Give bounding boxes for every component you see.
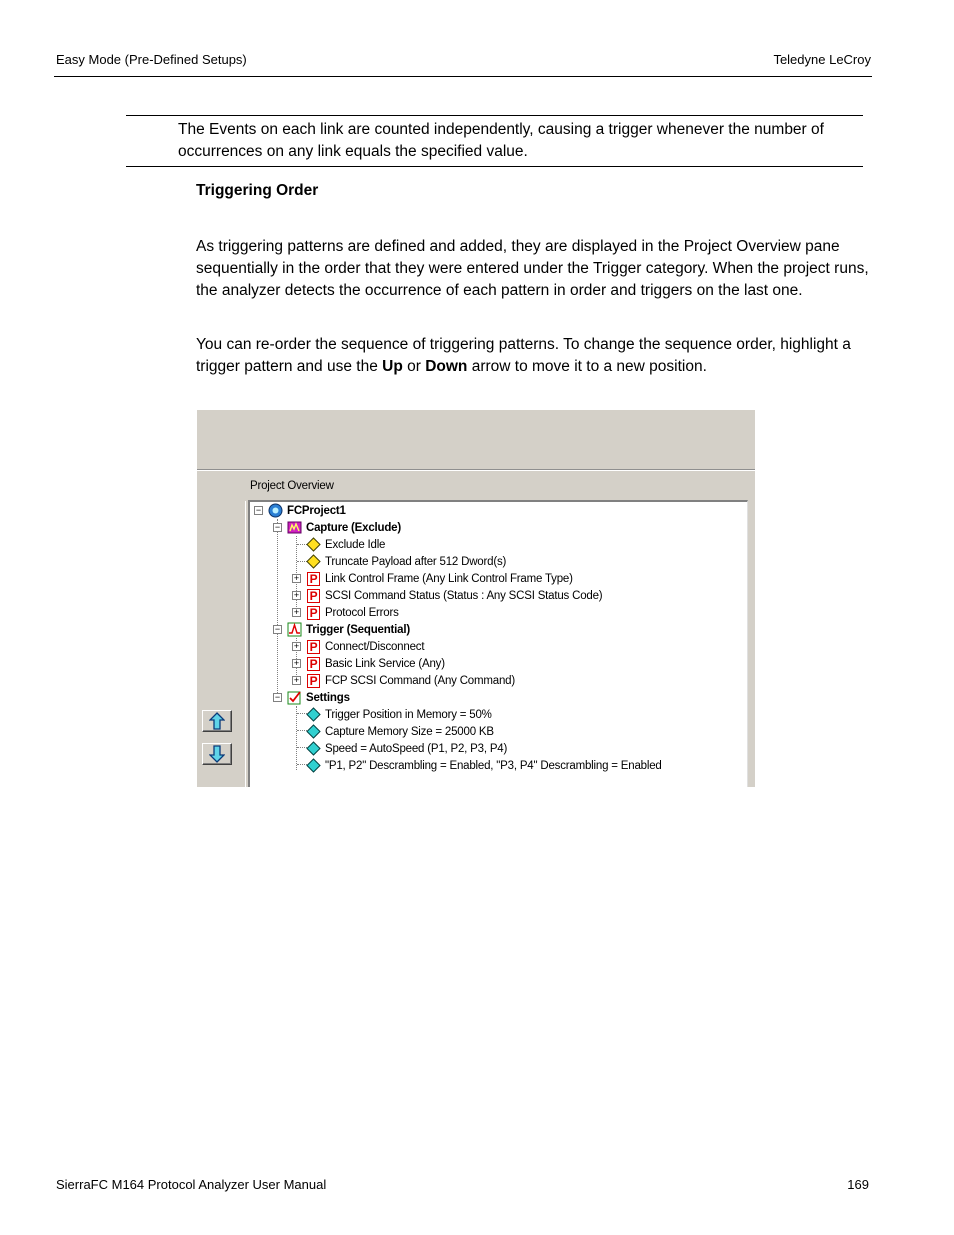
paragraph-2 (196, 334, 876, 378)
tree-node-label: Connect/Disconnect (325, 640, 425, 653)
paragraph-1: As triggering patterns are defined and added, they are displayed in the Project Overview pane sequentially in the order that they were entered under the Trigger category. When the project runs, the analyzer detects the occurrence of each pattern in order and triggers on the last one. (196, 238, 869, 299)
paragraph-2-text: arrow to move it to a new position. (467, 357, 707, 375)
expand-toggle[interactable]: + (293, 573, 300, 583)
tree-line (277, 519, 278, 695)
toolbar-area (197, 410, 755, 470)
tree-node-link-control-frame[interactable] (306, 570, 573, 587)
tree-node-label: Link Control Frame (Any Link Control Frame Type) (325, 572, 573, 585)
cyan-diamond-icon (306, 724, 321, 739)
tree-node-label: Trigger (Sequential) (306, 623, 410, 636)
capture-icon (287, 520, 302, 535)
expand-toggle[interactable]: + (293, 641, 300, 651)
tree-line (296, 706, 297, 770)
pattern-p-icon: P (306, 656, 321, 671)
tree-node-label: SCSI Command Status (Status : Any SCSI Status Code) (325, 589, 603, 602)
arrow-down-icon (209, 745, 225, 763)
header-rule (54, 76, 872, 77)
expand-toggle[interactable]: + (293, 675, 300, 685)
tree-node-trigger[interactable] (287, 621, 410, 638)
tree-node-trigger-position[interactable] (306, 706, 492, 723)
pattern-p-icon: P (306, 673, 321, 688)
pattern-p-icon: P (306, 588, 321, 603)
tree-node-label: FCP SCSI Command (Any Command) (325, 674, 515, 687)
tree-node-label: Protocol Errors (325, 606, 399, 619)
running-header-title: Easy Mode (Pre-Defined Setups) (56, 52, 247, 67)
collapse-toggle[interactable]: − (274, 522, 281, 532)
tree-node-label: Basic Link Service (Any) (325, 657, 445, 670)
tree-node-speed[interactable] (306, 740, 507, 757)
tree-node-settings[interactable] (287, 689, 350, 706)
pattern-p-icon: P (306, 571, 321, 586)
project-tree[interactable] (248, 500, 748, 787)
note-text: The Events on each link are counted independently, causing a trigger whenever the number of occurrences on any link equals the specified value. (178, 121, 824, 160)
tree-node-truncate-payload[interactable] (306, 553, 506, 570)
tree-node-label: Capture (Exclude) (306, 521, 402, 534)
tree-node-label: Speed = AutoSpeed (P1, P2, P3, P4) (325, 742, 508, 755)
tree-node-exclude-idle[interactable] (306, 536, 385, 553)
tree-node-protocol-errors[interactable] (306, 604, 399, 621)
arrow-up-icon (209, 712, 225, 730)
tree-node-label: Exclude Idle (325, 538, 386, 551)
pane-title: Project Overview (250, 480, 334, 492)
move-up-button[interactable] (202, 710, 232, 732)
pattern-p-icon: P (306, 639, 321, 654)
tree-node-capture[interactable] (287, 519, 401, 536)
cyan-diamond-icon (306, 707, 321, 722)
tree-node-capture-memory-size[interactable] (306, 723, 494, 740)
expand-toggle[interactable]: + (293, 607, 300, 617)
note-bottom-rule (126, 166, 863, 167)
tree-node-label: Settings (306, 691, 350, 704)
running-header-company: Teledyne LeCroy (773, 52, 871, 67)
tree-node-fcp-scsi-command[interactable] (306, 672, 515, 689)
expand-toggle[interactable]: + (293, 590, 300, 600)
tree-node-label: Capture Memory Size = 25000 KB (325, 725, 494, 738)
collapse-toggle[interactable]: − (274, 624, 281, 634)
pattern-p-icon: P (306, 605, 321, 620)
footer-manual-title: SierraFC M164 Protocol Analyzer User Manual (56, 1177, 327, 1192)
tree-node-project[interactable] (268, 502, 346, 519)
paragraph-2-up: Up (382, 357, 403, 375)
cyan-diamond-icon (306, 758, 321, 773)
cyan-diamond-icon (306, 741, 321, 756)
page-number: 169 (847, 1177, 869, 1192)
section-heading: Triggering Order (196, 182, 319, 199)
paragraph-2-text: or (402, 357, 426, 375)
pane-separator (245, 501, 246, 787)
tree-node-label: "P1, P2" Descrambling = Enabled, "P3, P4" Descrambling = Enabled (325, 759, 662, 772)
tree-node-scsi-command-status[interactable] (306, 587, 602, 604)
yellow-diamond-icon (306, 554, 321, 569)
settings-icon (287, 690, 302, 705)
note-top-rule (126, 115, 863, 116)
expand-toggle[interactable]: + (293, 658, 300, 668)
project-overview-screenshot (197, 410, 755, 787)
project-icon (268, 503, 283, 518)
yellow-diamond-icon (306, 537, 321, 552)
tree-node-connect-disconnect[interactable] (306, 638, 424, 655)
tree-node-basic-link-service[interactable] (306, 655, 445, 672)
tree-node-descrambling[interactable] (306, 757, 662, 774)
collapse-toggle[interactable]: − (274, 692, 281, 702)
tree-node-label: FCProject1 (287, 504, 346, 517)
move-down-button[interactable] (202, 743, 232, 765)
paragraph-2-down: Down (425, 357, 468, 375)
collapse-toggle[interactable]: − (255, 505, 262, 515)
tree-node-label: Truncate Payload after 512 Dword(s) (325, 555, 507, 568)
trigger-icon (287, 622, 302, 637)
tree-node-label: Trigger Position in Memory = 50% (325, 708, 492, 721)
paragraph-2-text: You can re-order the sequence of triggering patterns. To change the sequence order, highlight a trigger pattern and use the (196, 336, 851, 375)
